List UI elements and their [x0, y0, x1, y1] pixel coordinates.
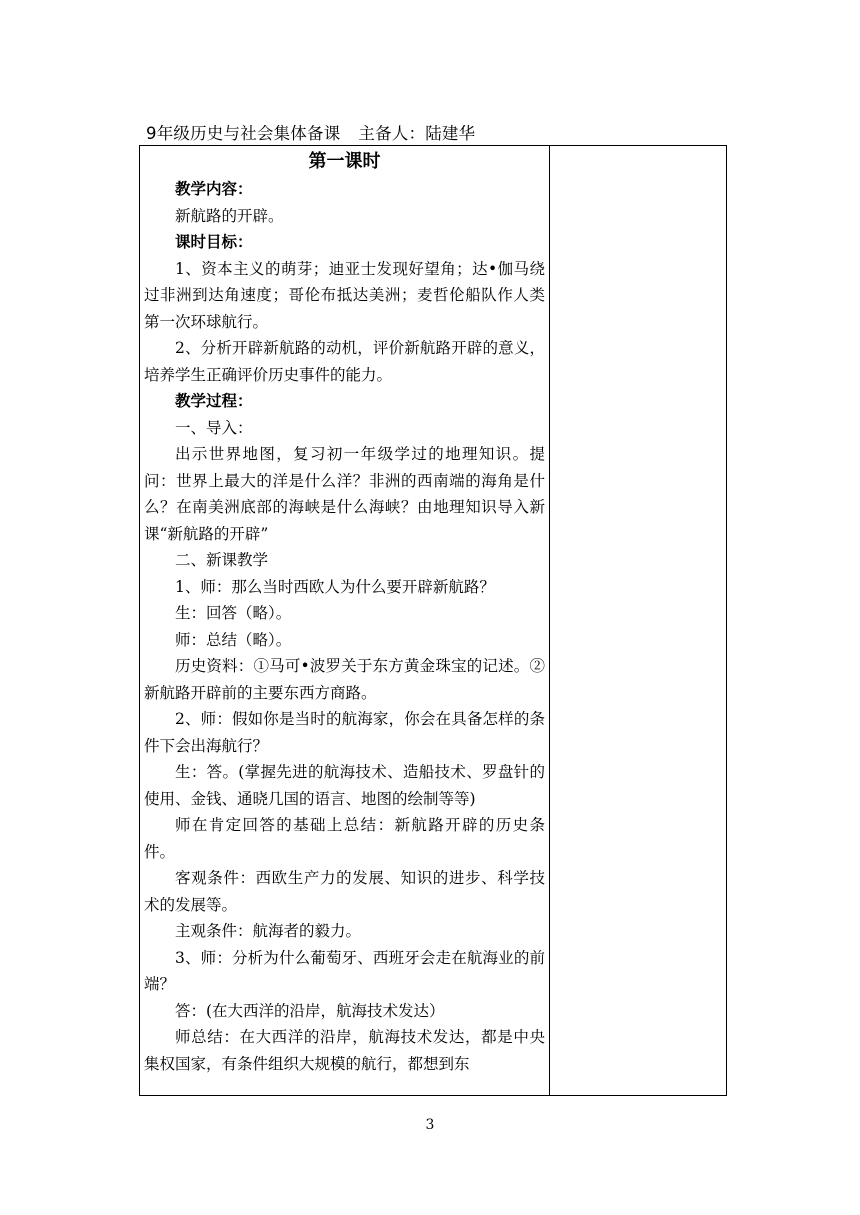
lesson-body [144, 176, 545, 1077]
lesson-content-cell [144, 148, 545, 1077]
lesson-paragraph: 生：答。(掌握先进的航海技术、造船技术、罗盘针的使用、金钱、通晓几国的语言、地图的绘制等等) [144, 763, 545, 808]
lesson-plan-table [139, 145, 727, 1096]
lesson-paragraph: 生：回答（略）。 [175, 604, 292, 622]
author-label: 主备人：陆建华 [358, 124, 476, 143]
lesson-paragraph: 主观条件：航海者的毅力。 [175, 922, 362, 940]
course-title: 9年级历史与社会集体备课 [146, 124, 341, 143]
lesson-paragraph: 新航路的开辟。 [175, 206, 284, 225]
lesson-paragraph: 二、新课教学 [175, 551, 269, 569]
lesson-paragraph: 答：(在大西洋的沿岸，航海技术发达） [175, 1001, 445, 1020]
lesson-paragraph: 1、师：那么当时西欧人为什么要开辟新航路？ [175, 577, 495, 596]
lesson-paragraph: 历史资料：①马可•波罗关于东方黄金珠宝的记述。②新航路开辟前的主要东西方商路。 [144, 657, 545, 702]
lesson-paragraph: 师在肯定回答的基础上总结：新航路开辟的历史条件。 [144, 816, 545, 861]
lesson-paragraph: 2、分析开辟新航路的动机，评价新航路开辟的意义，培养学生正确评价历史事件的能力。 [144, 339, 545, 384]
section-heading: 课时目标： [175, 233, 253, 251]
lesson-paragraph: 2、师：假如你是当时的航海家，你会在具备怎样的条件下会出海航行？ [144, 710, 545, 755]
page-number: 3 [425, 1117, 435, 1133]
lesson-paragraph: 师总结：在大西洋的沿岸，航海技术发达，都是中央集权国家，有条件组织大规模的航行，都想到东 [144, 1028, 545, 1073]
column-divider [549, 146, 550, 1095]
lesson-paragraph: 客观条件：西欧生产力的发展、知识的进步、科学技术的发展等。 [144, 869, 545, 914]
document-header [146, 120, 475, 144]
lesson-paragraph: 出示世界地图，复习初一年级学过的地理知识。提问：世界上最大的洋是什么洋？非洲的西南端的海角是什么？在南美洲底部的海峡是什么海峡？由地理知识导入新课“新航路的开辟” [144, 445, 545, 543]
section-heading: 教学内容： [175, 180, 253, 198]
lesson-paragraph: 1、资本主义的萌芽；迪亚士发现好望角；达•伽马绕过非洲到达角速度；哥伦布抵达美洲；麦哲伦船队作人类第一次环球航行。 [144, 259, 545, 331]
lesson-paragraph: 师：总结（略）。 [175, 630, 292, 649]
lesson-title: 第一课时 [308, 151, 381, 172]
lesson-paragraph: 3、师：分析为什么葡萄牙、西班牙会走在航海业的前端？ [144, 948, 545, 993]
section-heading: 教学过程： [175, 392, 253, 410]
lesson-paragraph: 一、导入： [175, 418, 253, 437]
